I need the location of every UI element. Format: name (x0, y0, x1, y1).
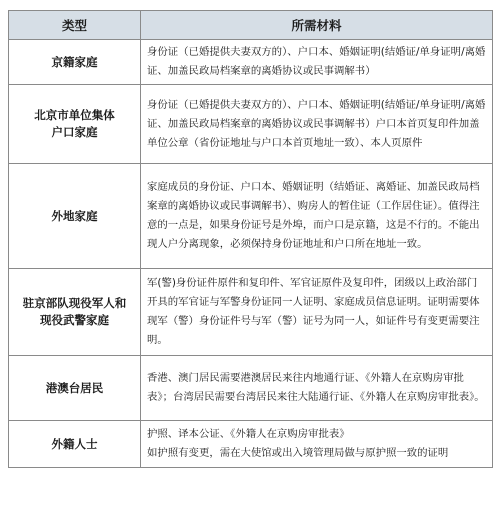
materials-line: 护照、译本公证、《外籍人在京购房审批表》 (147, 428, 350, 440)
row-type-cell (9, 40, 141, 85)
row-type-label: 京籍家庭 (51, 54, 98, 69)
row-type-label: 北京市单位集体 户口家庭 (34, 108, 115, 139)
materials-line: 如护照有变更，需在大使馆或出入境管理局做与原护照一致的证明 (147, 447, 449, 459)
table-row (9, 164, 493, 269)
header-row (9, 11, 493, 40)
row-materials-cell: 身份证（已婚提供夫妻双方的）、户口本、婚姻证明(结婚证/单身证明/离婚证、加盖民政局档案章的离婚协议或民事调解书） (141, 40, 493, 85)
table-row (9, 269, 493, 356)
table-row (9, 356, 493, 421)
row-type-cell (9, 164, 141, 269)
table-row (9, 421, 493, 468)
row-type-label: 外籍人士 (51, 436, 98, 451)
materials-table-container (8, 10, 492, 468)
materials-table (8, 10, 493, 468)
header-materials: 所需材料 (141, 11, 493, 40)
row-materials-cell: 身份证（已婚提供夫妻双方的）、户口本、婚姻证明(结婚证/单身证明/离婚证、加盖民政局档案章的离婚协议或民事调解书）户口本首页复印件加盖单位公章（省份证地址与户口本首页地址一致）、本人页原件 (141, 85, 493, 164)
header-type: 类型 (9, 11, 141, 40)
row-materials-cell: 香港、澳门居民需要港澳居民来往内地通行证、《外籍人在京购房审批表》；台湾居民需要台湾居民来往大陆通行证、《外籍人在京购房审批表》。 (141, 356, 493, 421)
row-type-cell (9, 269, 141, 356)
table-body (9, 40, 493, 468)
table-row (9, 85, 493, 164)
row-type-cell (9, 421, 141, 468)
row-type-label: 外地家庭 (51, 208, 98, 223)
row-type-cell (9, 85, 141, 164)
row-type-label: 港澳台居民 (45, 380, 104, 395)
row-materials-cell (141, 421, 493, 468)
row-type-label: 驻京部队现役军人和 现役武警家庭 (22, 296, 127, 327)
table-header (9, 11, 493, 40)
row-materials-cell: 家庭成员的身份证、户口本、婚姻证明（结婚证、离婚证、加盖民政局档案章的离婚协议或民事调解书）、购房人的暂住证（工作居住证）。值得注意的一点是，如果身份证号是外埠，而户口是京籍，这是不行的。不能出现人户分离现象，必须保持身份证地址和户口所在地址一致。 (141, 164, 493, 269)
row-type-cell (9, 356, 141, 421)
row-materials-cell: 军(警)身份证件原件和复印件、军官证原件及复印件，团级以上政治部门开具的军官证与军警身份证同一人证明、家庭成员信息证明。证明需要体现军（警）身份证件号与军（警）证号为同一人，如证件号有变更需要注明。 (141, 269, 493, 356)
table-row (9, 40, 493, 85)
